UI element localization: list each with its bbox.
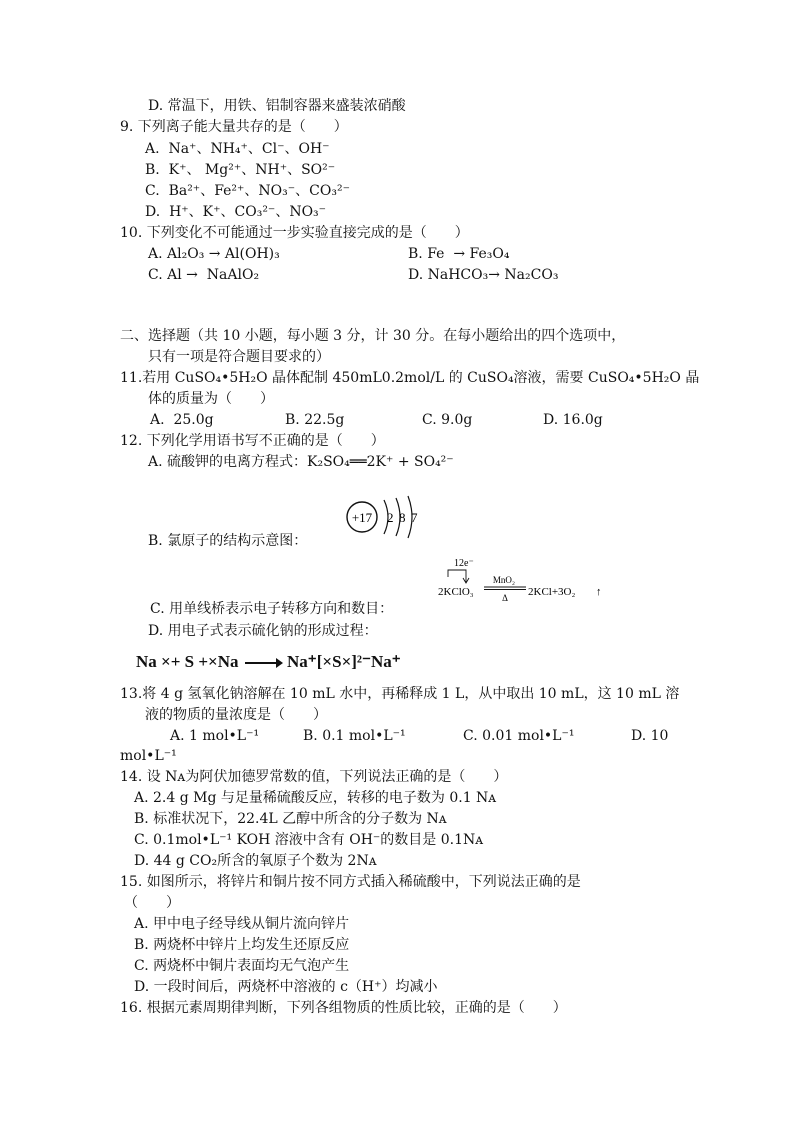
q11-option-c: C. 9.0g bbox=[422, 412, 473, 428]
q13-option-d-unit: mol•L⁻¹ bbox=[120, 748, 177, 764]
atom-shell-2: 8 bbox=[399, 510, 406, 525]
q11-option-a: A. 25.0g bbox=[150, 412, 214, 428]
q11-stem-line2: 体的质量为（ ） bbox=[148, 391, 274, 407]
chlorine-atom-diagram bbox=[340, 490, 430, 540]
atom-nucleus-label: +17 bbox=[351, 510, 373, 525]
q15-option-c: C. 两烧杯中铜片表面均无气泡产生 bbox=[134, 958, 350, 974]
q11-option-b: B. 22.5g bbox=[285, 412, 345, 428]
q11-options bbox=[0, 411, 794, 429]
q9-option-a: A. Na⁺、NH₄⁺、Cl⁻、OH⁻ bbox=[145, 141, 330, 157]
q14-option-d: D. 44 g CO₂所含的氧原子个数为 2Nᴀ bbox=[134, 853, 377, 869]
q15-stem-line1: 15. 如图所示，将锌片和铜片按不同方式插入稀硫酸中，下列说法正确的是 bbox=[120, 874, 581, 890]
q10-option-a: A. Al₂O₃ → Al(OH)₃ bbox=[148, 246, 280, 262]
q12-option-a: A. 硫酸钾的电离方程式：K₂SO₄══2K⁺ + SO₄²⁻ bbox=[148, 454, 454, 470]
q11-stem-line1: 11.若用 CuSO₄•5H₂O 晶体配制 450mL0.2mol/L 的 CuSO₄溶液，需要 CuSO₄•5H₂O 晶 bbox=[120, 370, 700, 386]
q10-option-b: B. Fe → Fe₃O₄ bbox=[408, 246, 510, 262]
q13-option-d: D. 10 bbox=[631, 728, 669, 744]
q12-option-c: C. 用单线桥表示电子转移方向和数目： bbox=[150, 601, 394, 617]
q13-option-a: A. 1 mol•L⁻¹ bbox=[170, 728, 260, 744]
product-label: 2KCl+3O₂ bbox=[528, 586, 576, 598]
q16-stem: 16. 根据元素周期律判断，下列各组物质的性质比较，正确的是（ ） bbox=[120, 1000, 567, 1016]
electron-count-label: 12e⁻ bbox=[454, 558, 474, 569]
q10-stem: 10. 下列变化不可能通过一步实验直接完成的是（ ） bbox=[120, 225, 469, 241]
electron-transfer-diagram bbox=[436, 555, 616, 605]
reactant-label: 2KClO₃ bbox=[438, 586, 474, 598]
q13-stem-line2: 液的物质的量浓度是（ ） bbox=[145, 707, 327, 723]
q15-stem-line2: （ ） bbox=[124, 895, 180, 911]
gas-arrow-label: ↑ bbox=[596, 586, 602, 598]
q15-option-d: D. 一段时间后，两烧杯中溶液的 c（H⁺）均减小 bbox=[134, 979, 438, 995]
q13-option-b: B. 0.1 mol•L⁻¹ bbox=[303, 728, 406, 744]
q9-option-d: D. H⁺、K⁺、CO₃²⁻、NO₃⁻ bbox=[145, 204, 327, 220]
atom-shell-3: 7 bbox=[411, 510, 418, 525]
q14-option-b: B. 标准状况下，22.4L 乙醇中所含的分子数为 Nᴀ bbox=[134, 811, 447, 827]
q9-option-b: B. K⁺、 Mg²⁺、NH⁺、SO²⁻ bbox=[145, 162, 336, 178]
formation-reactants: Na ×+ S +×Na bbox=[136, 652, 239, 671]
q12-option-b: B. 氯原子的结构示意图： bbox=[148, 533, 308, 549]
q11-option-d: D. 16.0g bbox=[543, 412, 603, 428]
q9-stem: 9. 下列离子能大量共存的是（ ） bbox=[120, 119, 348, 135]
q10-option-d: D. NaHCO₃→ Na₂CO₃ bbox=[408, 267, 559, 283]
sodium-sulfide-formation bbox=[136, 652, 401, 672]
q14-stem: 14. 设 Nᴀ为阿伏加德罗常数的值，下列说法正确的是（ ） bbox=[120, 769, 508, 785]
q12-option-d: D. 用电子式表示硫化钠的形成过程： bbox=[148, 623, 378, 639]
q13-stem-line1: 13.将 4 g 氢氧化钠溶解在 10 mL 水中，再稀释成 1 L，从中取出 10 mL，这 10 mL 溶 bbox=[120, 686, 680, 702]
catalyst-label: MnO₂ bbox=[492, 575, 516, 585]
q14-option-a: A. 2.4 g Mg 与足量稀硫酸反应，转移的电子数为 0.1 Nᴀ bbox=[134, 790, 497, 806]
q8-option-d: D. 常温下，用铁、铝制容器来盛装浓硝酸 bbox=[148, 98, 406, 114]
heat-label: Δ bbox=[502, 593, 508, 603]
formation-arrow bbox=[245, 662, 281, 664]
section2-heading-line1: 二、选择题（共 10 小题，每小题 3 分，计 30 分。在每小题给出的四个选项中， bbox=[120, 328, 626, 344]
formation-products: Na⁺[×S×]²⁻Na⁺ bbox=[287, 652, 401, 671]
q14-option-c: C. 0.1mol•L⁻¹ KOH 溶液中含有 OH⁻的数目是 0.1Nᴀ bbox=[134, 832, 484, 848]
section2-heading-line2: 只有一项是符合题目要求的） bbox=[148, 349, 330, 365]
q15-option-b: B. 两烧杯中锌片上均发生还原反应 bbox=[134, 937, 350, 953]
atom-shell-1: 2 bbox=[387, 510, 394, 525]
q10-option-c: C. Al → NaAlO₂ bbox=[148, 267, 260, 283]
q15-option-a: A. 甲中电子经导线从铜片流向锌片 bbox=[134, 916, 350, 932]
q13-option-c: C. 0.01 mol•L⁻¹ bbox=[463, 728, 575, 744]
q12-stem: 12. 下列化学用语书写不正确的是（ ） bbox=[120, 433, 385, 449]
q13-options bbox=[0, 727, 794, 745]
q9-option-c: C. Ba²⁺、Fe²⁺、NO₃⁻、CO₃²⁻ bbox=[145, 183, 350, 199]
